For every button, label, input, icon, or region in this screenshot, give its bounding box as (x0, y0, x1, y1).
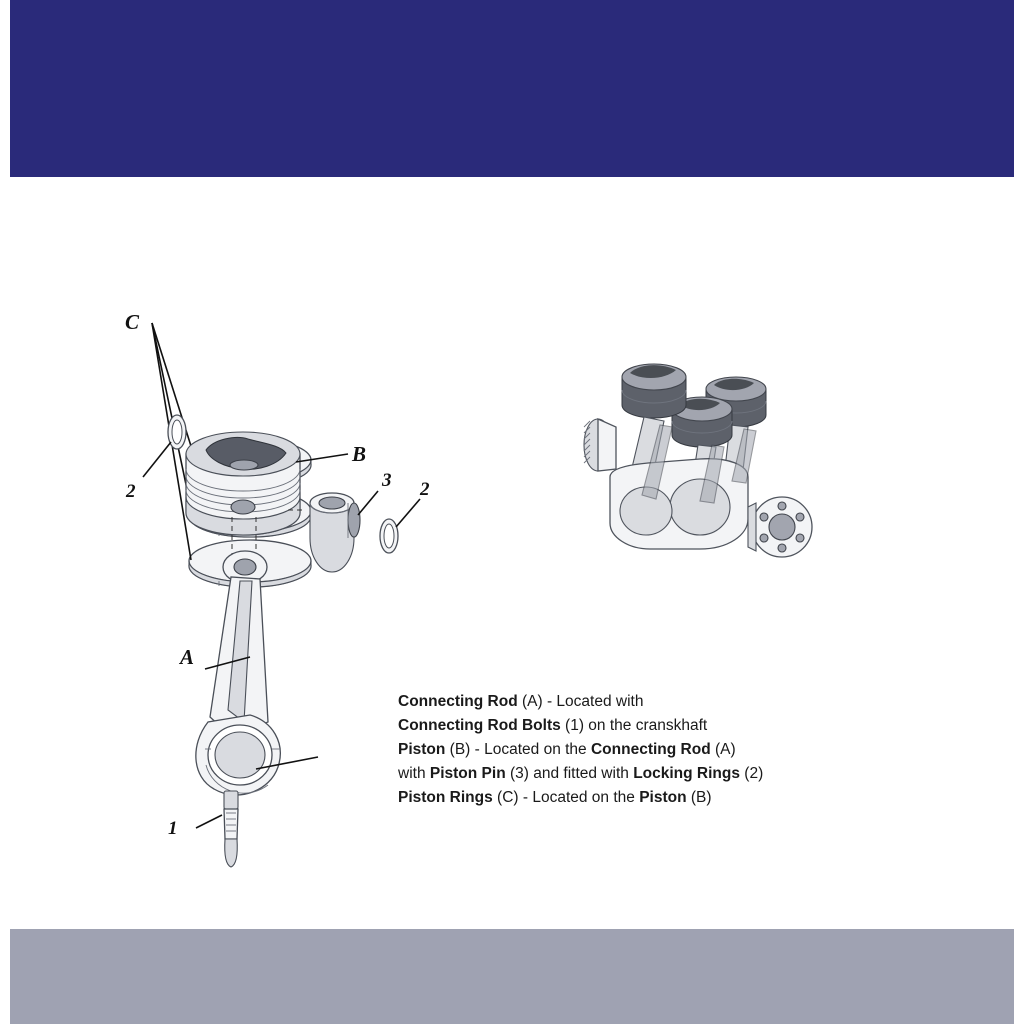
piston-group (186, 432, 303, 535)
callout-2-left-leader (143, 442, 171, 477)
exploded-view-figure (0, 177, 1024, 929)
caption-line-5: Piston Rings (C) - Located on the Piston (B) (398, 789, 712, 806)
locking-ring-left (168, 415, 186, 449)
callout-label-B: B (352, 442, 367, 466)
callout-label-A: A (180, 645, 195, 669)
piston-pin (310, 493, 360, 572)
callout-label-2-left: 2 (126, 481, 136, 502)
callout-label-2-right: 2 (420, 479, 430, 500)
caption-line-2: Connecting Rod Bolts (1) on the cranskhaft (398, 717, 708, 734)
locking-ring-right (380, 519, 398, 553)
callout-label-3: 3 (382, 470, 392, 491)
callout-label-1: 1 (168, 818, 178, 839)
connecting-rod-bolt (224, 791, 238, 867)
diagram-area (0, 177, 1024, 929)
assembled-crank-assembly (584, 364, 812, 557)
header-band (10, 0, 1014, 177)
caption-line-3: Piston (B) - Located on the Connecting Rod (A) (398, 741, 736, 758)
connecting-rod (196, 551, 280, 795)
caption-line-1: Connecting Rod (A) - Located with (398, 693, 644, 710)
footer-band (10, 929, 1014, 1024)
caption-line-4: with Piston Pin (3) and fitted with Locking Rings (2) (398, 765, 764, 782)
callout-3-leader (358, 491, 378, 515)
figure-caption (398, 690, 868, 810)
callout-1-leader (196, 815, 222, 828)
callout-label-C: C (125, 310, 140, 334)
callout-2-right-leader (396, 499, 420, 527)
